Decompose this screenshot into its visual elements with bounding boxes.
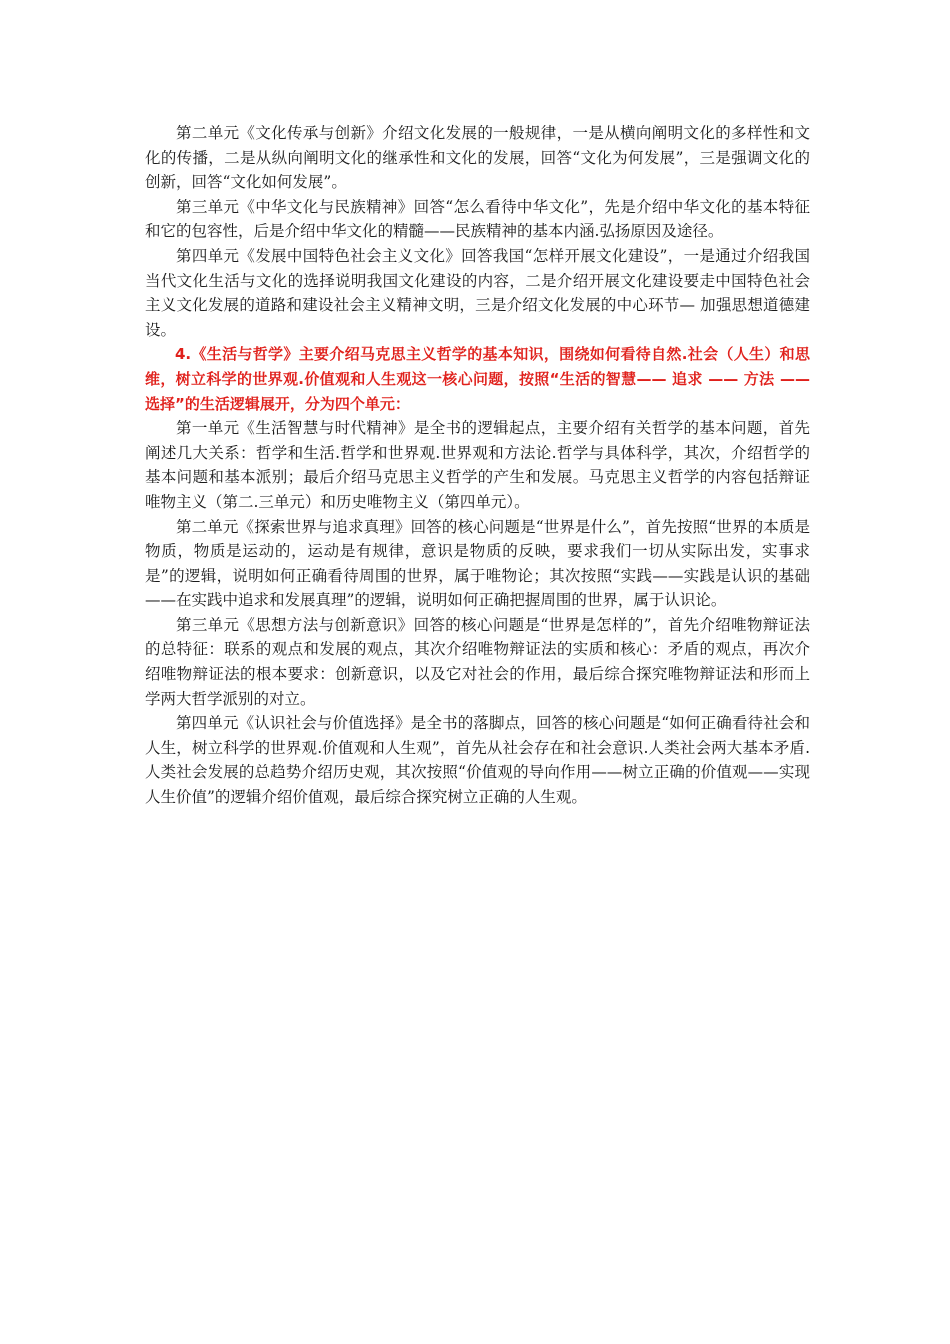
paragraph-unit-4-philosophy: 第四单元《认识社会与价值选择》是全书的落脚点，回答的核心问题是“如何正确看待社会和人生，树立科学的世界观.价值观和人生观”，首先从社会存在和社会意识.人类社会两大基本矛盾.人类社会发展的总趋势介绍历史观，其次按照“价值观的导向作用——树立正确的价值观——实现人生价值”的逻辑介绍价值观，最后综合探究树立正确的人生观。 [145,714,810,807]
paragraph-unit-2-philosophy: 第二单元《探索世界与追求真理》回答的核心问题是“世界是什么”，首先按照“世界的本质是物质，物质是运动的，运动是有规律，意识是物质的反映，要求我们一切从实际出发，实事求是”的逻辑，说明如何正确看待周围的世界，属于唯物论；其次按照“实践——实践是认识的基础——在实践中追求和发展真理”的逻辑，说明如何正确把握周围的世界，属于认识论。 [145,517,810,610]
document-body [145,121,810,810]
paragraph-unit-1-philosophy: 第一单元《生活智慧与时代精神》是全书的逻辑起点，主要介绍有关哲学的基本问题，首先阐述几大关系：哲学和生活.哲学和世界观.世界观和方法论.哲学与具体科学，其次，介绍哲学的基本问题和基本派别；最后介绍马克思主义哲学的产生和发展。马克思主义哲学的内容包括辩证唯物主义（第二.三单元）和历史唯物主义（第四单元）。 [145,419,810,511]
section-heading-philosophy: 4.《生活与哲学》主要介绍马克思主义哲学的基本知识，围绕如何看待自然.社会（人生）和思维，树立科学的世界观.价值观和人生观这一核心问题，按照“生活的智慧—— 追求 —— 方法 —— 选择”的生活逻辑展开，分为四个单元： [145,345,810,413]
paragraph-unit-3-culture: 第三单元《中华文化与民族精神》回答“怎么看待中华文化”，先是介绍中华文化的基本特征和它的包容性，后是介绍中华文化的精髓——民族精神的基本内涵.弘扬原因及途径。 [145,197,810,241]
paragraph-unit-3-philosophy: 第三单元《思想方法与创新意识》回答的核心问题是“世界是怎样的”，首先介绍唯物辩证法的总特征：联系的观点和发展的观点，其次介绍唯物辩证法的实质和核心：矛盾的观点，再次介绍唯物辩证法的根本要求：创新意识，以及它对社会的作用，最后综合探究唯物辩证法和形而上学两大哲学派别的对立。 [145,615,810,708]
paragraph-unit-4-culture: 第四单元《发展中国特色社会主义文化》回答我国“怎样开展文化建设”，一是通过介绍我国当代文化生活与文化的选择说明我国文化建设的内容，二是介绍开展文化建设要走中国特色社会主义文化发展的道路和建设社会主义精神文明，三是介绍文化发展的中心环节— 加强思想道德建设。 [145,246,810,339]
paragraph-unit-2-culture: 第二单元《文化传承与创新》介绍文化发展的一般规律，一是从横向阐明文化的多样性和文化的传播，二是从纵向阐明文化的继承性和文化的发展，回答“文化为何发展”，三是强调文化的创新，回答“文化如何发展”。 [145,124,810,192]
